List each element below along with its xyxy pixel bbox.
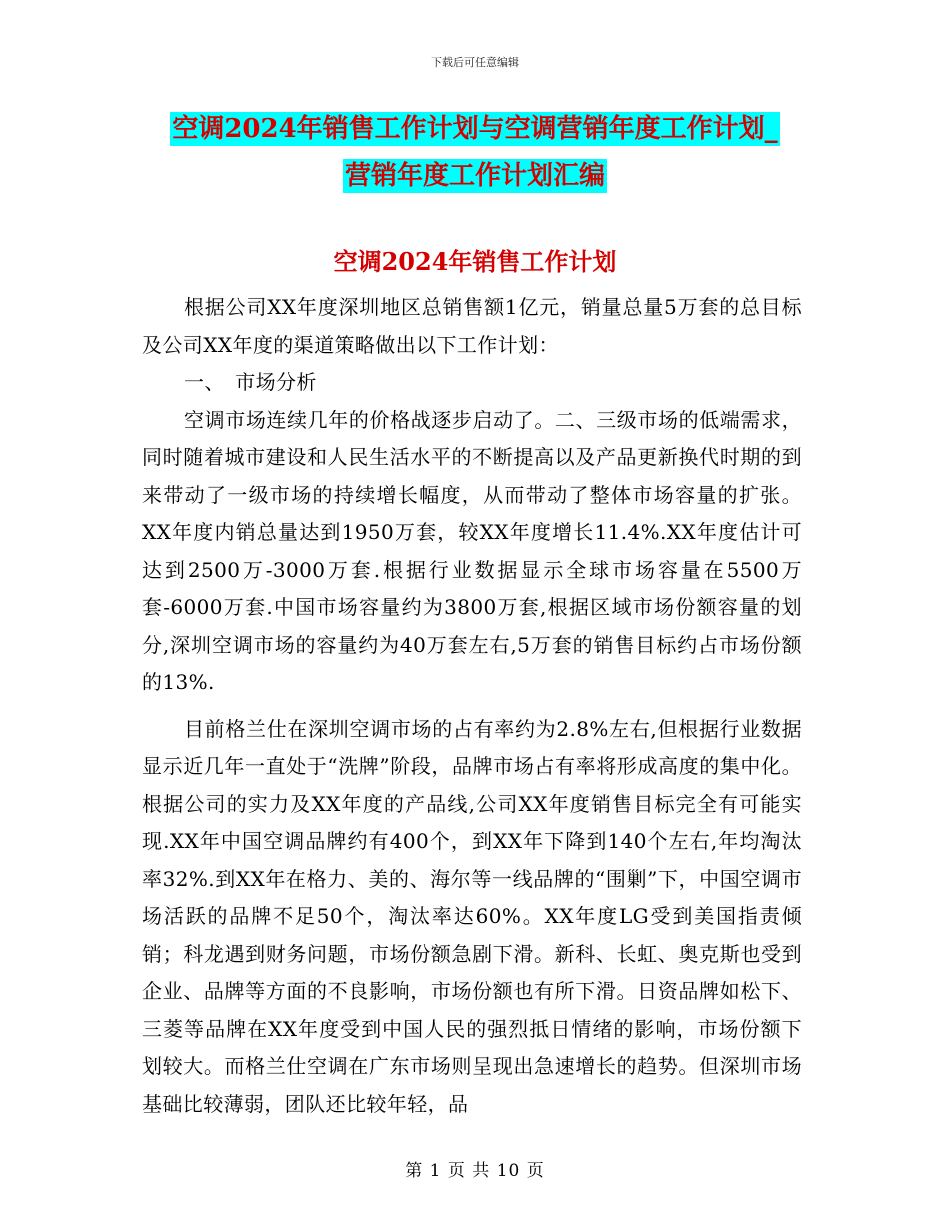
page-footer: 第 1 页 共 10 页 xyxy=(405,1161,545,1181)
paragraph-market-share: 目前格兰仕在深圳空调市场的占有率约为2.8%左右,但根据行业数据显示近几年一直处于“洗牌”阶段，品牌市场占有率将形成高度的集中化。根据公司的实力及XX年度的产品线,公司XX年度销售目标完全有可能实现.XX年中国空调品牌约有400个，到XX年下降到140个左右,年均淘汰率32%.到XX年在格力、美的、海尔等一线品牌的“围剿”下，中国空调市场活跃的品牌不足50个，淘汰率达60%。XX年度LG受到美国指责倾销；科龙遇到财务问题，市场份额急剧下滑。新科、长虹、奥克斯也受到企业、品牌等方面的不良影响，市场份额也有所下滑。日资品牌如松下、三菱等品牌在XX年度受到中国人民的强烈抵日情绪的影响，市场份额下划较大。而格兰仕空调在广东市场则呈现出急速增长的趋势。但深圳市场基础比较薄弱，团队还比较年轻，品 xyxy=(142,716,802,1116)
header-note: 下载后可任意编辑 xyxy=(431,56,519,69)
title-line-1: 空调2024年销售工作计划与空调营销年度工作计划_ xyxy=(172,114,778,144)
section-title: 空调2024年销售工作计划 xyxy=(333,247,617,276)
section-heading-market-analysis: 一、 市场分析 xyxy=(184,370,317,394)
paragraph-intro: 根据公司XX年度深圳地区总销售额1亿元，销量总量5万套的总目标及公司XX年度的渠道策略做出以下工作计划： xyxy=(142,295,802,357)
body-text xyxy=(142,289,802,1123)
paragraph-market-size: 空调市场连续几年的价格战逐步启动了。二、三级市场的低端需求，同时随着城市建设和人民生活水平的不断提高以及产品更新换代时期的到来带动了一级市场的持续增长幅度，从而带动了整体市场容量的扩张。XX年度内销总量达到1950万套，较XX年度增长11.4%.XX年度估计可达到2500万-3000万套.根据行业数据显示全球市场容量在5500万套-6000万套.中国市场容量约为3800万套,根据区域市场份额容量的划分,深圳空调市场的容量约为40万套左右,5万套的销售目标约占市场份额的13%. xyxy=(142,407,802,694)
title-line-2: 营销年度工作计划汇编 xyxy=(344,161,605,191)
document-title xyxy=(140,112,810,193)
